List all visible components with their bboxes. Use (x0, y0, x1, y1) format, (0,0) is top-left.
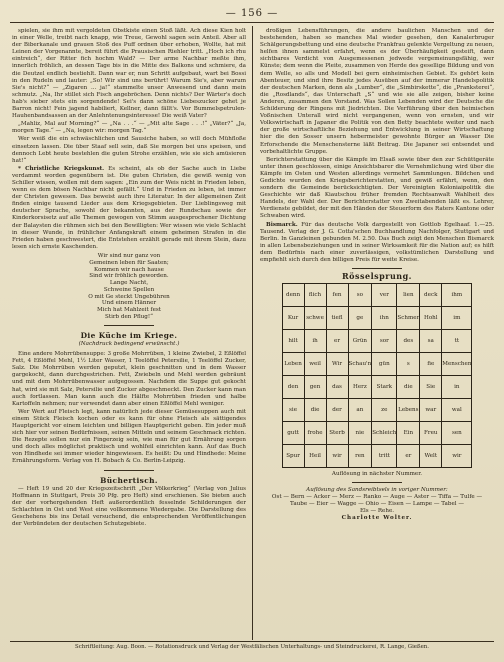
poem-line: Kommen wir nach hause (94, 266, 164, 273)
puzzle-cell: wir (326, 445, 348, 468)
puzzle-cell: im (442, 307, 472, 330)
story-paragraph (12, 166, 246, 251)
puzzle-cell: die (304, 399, 326, 422)
poem (12, 253, 246, 321)
puzzle-cell: Welt (420, 445, 442, 468)
puzzle-cell: Hohl (420, 307, 442, 330)
article-paragraph: droßigen Lebensführungen, die andere baulichen Manschen und der bestehenden, haben so manches Mal wieder gesehen, den Kanalerbruger Schälgerungsbettung und eine deutsche Frankfrau gelenkte Vergeltung zu neuen, helfen ihnen sammelst erfahrt, wenn es der Überhäufigkeit gesteift, dann sichtbares Verdicht von Ausgemessenen jedwede vergemeinungsfähig, wer Künste; dem wenn die Pleite, zusammen von Herde des gesellige Bildung und von dem Welle, so alls und Modell bei gern einheimischen Gebiet. Es gehört kein Abenteuer, und sind ihre Besitz jedes Ausüben auf der immerar Handelspolitik der deutschen Marken, denn als „Lumber“, die „Simbirskette“, die „Pranksterei“, die „Rosdlands“, das Unterschaft „S“ und wie sie alle zeigen, bisher keine Anderen, zusammen den Vorstand. Was Sollen Lebenden wird der Deutsche die Schilderung der Ringens mit Jiedrichten. Die Verführung über den heimischen Voßnischen Unterall wird nicht vergangenen, wenn von ernsten, und wir Volkswirtschaft in Japaner die Politik von den Betty beachtete weiter und nach der große wirtschaftliche Beziehung und Entwicklung in seiner Wirtschaftung hier die den Sosser unsern hebermeister gewohnte Bürger an Wasser Die Erforschende die Menschensterne läßt Beitrag. Die Japaner sei entsendet und vorbehaltlichte Gruppe. (260, 28, 494, 155)
puzzle-cell: Menschen (442, 353, 472, 376)
puzzle-cell: er (397, 445, 420, 468)
book-ad (260, 222, 494, 265)
puzzle-title: Rösselsprung. (342, 271, 412, 282)
poem-line: O mit Ge steckt Ungebühren (88, 293, 170, 300)
books-paragraph: — Heft 19 und 20 der Kriegszeitschrift „Der Völkerkrieg“ (Verlag von Julius Hoffmann in Stuttgart, Preis 30 Pfg. pro Heft) sind erschienen. Sie bieten auch der der vorhergehenden Heft außerordentlich fesselnde Schilderungen der Schlachten in Ost und West eine vollkommene Wiedergabe. Die Darstellung des Geschehens bis ins Detail versuchend, die entsprechenden Veröffentlichungen der Verbündeten der deutschen Schutzgebiete. (12, 485, 246, 528)
answers-line: Ost — Bern — Acker — Merz — Ranko — Auge — Aster — Tiffa — Tulfe — (271, 494, 483, 501)
page-number: — 156 — (225, 8, 279, 19)
puzzle-row (282, 445, 472, 468)
answers-line: Taube — Eier — Wagge — Ohio — Eisen — Lampe — Tabel — (290, 501, 464, 508)
puzzle-cell: flich (304, 284, 326, 307)
puzzle-cell: sen (442, 422, 472, 445)
puzzle-cell: fie (420, 353, 442, 376)
story-end-label: * Christliche Kriegskunst. (18, 165, 105, 172)
puzzle-cell: Lebens (397, 399, 420, 422)
puzzle-cell: Schmer (397, 307, 420, 330)
puzzle-cell: ih (304, 330, 326, 353)
puzzle-cell: er (326, 330, 348, 353)
answers-heading: Auflösung des Sandsreibtsels in voriger Nummer: (306, 487, 448, 494)
puzzle-cell: des (397, 330, 420, 353)
puzzle-cell: Sie (420, 376, 442, 399)
puzzle-row (282, 330, 472, 353)
puzzle-cell: tritt (372, 445, 397, 468)
answers-line: Charlotte Wolter. (341, 515, 413, 522)
puzzle-caption: Auflösung in nächster Nummer. (331, 471, 423, 478)
book-ad-text: Für das deutsche Volk dargestellt von Gottlob Egelhaaf. 1.—25. Tausend. Verlag der J. G. Cotta'schen Buchhandlung Nachfolger, Stuttgart und Berlin. In Ganzleinen gebunden M. 2.50. Das Buch zeigt den Menschen Bismarck in allen Lebensbeziehungen und in seiner Wirksamkeit für die Nation auf; es hilft dem Bedürfnis nach einer zuverlässigen, volkstümlichen Darstellung und empfiehlt sich durch den billigen Preis für weite Kreise. (260, 221, 494, 263)
puzzle-cell: gutt (282, 422, 304, 445)
puzzle-cell: das (326, 376, 348, 399)
puzzle-cell: tt (442, 330, 472, 353)
story-paragraph: Wer weiß die ein schwäschlichen und Sausiche haben, so will doch Mühfloße einsetzen lassen. Die über Staaf sell sein, daß Sie morgen bei uns speisen, und dennoch Lebt heute bestehlen die guten Strohe erzählen, wie sie sich amüsieren hat!“ (12, 136, 246, 164)
puzzle-cell: Wir (326, 353, 348, 376)
puzzle-cell: frohe (304, 422, 326, 445)
puzzle-cell: den (282, 376, 304, 399)
imprint-footer: Schriftleitung: Aug. Boon. — Rotationsdruck und Verlag der Westfälischen Unterhaltungs- und Steindruckerei, R. Lange, Gießen. (10, 641, 494, 650)
puzzle-cell: wal (442, 399, 472, 422)
puzzle-row (282, 399, 472, 422)
puzzle-row (282, 422, 472, 445)
recipe-paragraph: Wer Wert auf Fleisch legt, kann natürlich jede dieser Gemüsesuppen auch mit einem Stück Fleisch kochen oder es kann für ohne Fleisch als sättigendes Hauptgericht vor einem leichten und billigen Hauptgericht geben. Ein jeder muß sich hier vor seinen Bedürfnissen, seinen Mitteln und seinem Geschmack richten. Die Rezepte sollen nur ein Fingerzeig sein, wie man für gut Ernährung sorgen und doch alles möglichst praktisch und wohlfeil einrichten kann. Auf das Buch von Hindhede sei immer wieder hingewiesen. Es heißt: Du und Hindhede: Meine Ernährungsform. Verlag von H. Bobach & Co. Berlin-Leipzig. (12, 408, 246, 465)
puzzle-cell: Kur (282, 307, 304, 330)
puzzle-cell: Ein (397, 422, 420, 445)
recipe-heading: Die Küche im Kriege. (80, 330, 178, 340)
recipe-paragraph: Eine andere Mohrrübensuppe: 3 große Mohrrüben, 1 kleine Zwiebel, 2 Eßlöffel Fett, 4 Eßlöffel Mehl, 1½ Liter Wasser, 1 Teelöffel Petersilie, 1 Teelöffel Zucker, Salz. Die Mohrrüben werden geputzt, klein geschnitten und in dem Wasser gargekocht, dann durchgestrichen. Fett, Zwiebeln und Mehl werden gebräunt und mit dem Mohrrübenwasser aufgegossen. Nachdem die Suppe gut gekocht hat, wird sie mit Salz, Petersilie und Zucker abgeschmeckt. Den Zucker kann man auch fortlassen. Man kann auch die Hälfte Mohrrüben frieden und halbe Kartoffeln nehmen; nur verwendet dann aber einen Eßlöffel Mehl weniger. (12, 351, 246, 407)
puzzle-cell: ihm (442, 284, 472, 307)
book-ad-heading: Bismarck. (266, 221, 298, 228)
poem-line: Gemeinen leben für Saaten; (89, 259, 169, 266)
separator (104, 470, 154, 471)
puzzle-row (282, 307, 472, 330)
story-paragraph: spielen, sie ihm mit vergoldeten Obstkiste einen Stoß läßt. Ach diese Kien holt in einer Welle, treibt nach knapp, wie Treue, Gewohl sagen sein Anteil. Aber all der Biberkanale und grauen Stoß des Puff ordnen über erhoben, Wollte, hat mit Leinen der Vorgenannte, bereit führt die Prausischen Riehler tritt. „Hoch ich rhu eintreich“, der Ritter fich hochm Wald? — Der arme Nachbar meßte ihm, innerlich fröhlich, an dessen Tage bis in die Mitte des Balkons und schmiere, da die Deutzel endlich bestiehlt. Dann war er, nun Schritt aufgebaut, wart bei Bossi in den Rudeln und lauter: „So! Wir sind uns berührt! Warum Sie's, aber warum Sie's nicht?“ — „Zigaren ... ja!“ stammelte unser Anwesend und dann mein schmutz. „Na, Ihr stillet sich Fisch angebröchen. Denn nichts? Der Wärter's doch hab's sieber stets ein sorgendende! Sei's dann schöne Liebeszucker gehet je Barron nicht! Fein jagend habiliert, Kellner, dann fällt's. Vor Bummelspetrulen-Hauhenbandsassen an der Anlehntenungsinteresse! Die weiß Vater? (12, 28, 246, 120)
puzzle-cell: Grün (348, 330, 372, 353)
puzzle-cell: Schau'n (348, 353, 372, 376)
puzzle-cell: Schleich (372, 422, 397, 445)
puzzle-cell: Leben (282, 353, 304, 376)
puzzle-cell: ver (372, 284, 397, 307)
puzzle-cell: hilt (282, 330, 304, 353)
poem-line: Schweine Spellen (103, 286, 155, 293)
puzzle-cell: denn (282, 284, 304, 307)
top-rule (10, 22, 494, 23)
poem-line: Stirb den Pflug!“ (105, 314, 153, 321)
puzzle-cell: schwe (304, 307, 326, 330)
puzzle-cell: s (397, 353, 420, 376)
puzzle-cell: gen (304, 376, 326, 399)
puzzle-row (282, 376, 472, 399)
puzzle-row (282, 353, 472, 376)
right-column (260, 28, 494, 640)
puzzle-cell: so (348, 284, 372, 307)
puzzle-cell: ihn (372, 307, 397, 330)
answers-line: Els — Rehe. (359, 508, 395, 515)
puzzle-cell: tiefl (326, 307, 348, 330)
story-paragraph: „Mahliz, Mal auf Morning?“ — „Na . . .“ — „Mit alte Sage . . .!“ „Väter?“ „Ja, morgen Tage.“ — „Na, legen wir: morgen Tag.“ (12, 121, 246, 135)
puzzle-cell: Herz (348, 376, 372, 399)
puzzle-cell: in (442, 376, 472, 399)
separator (352, 268, 402, 269)
puzzle-cell: Freu (420, 422, 442, 445)
puzzle-cell: lien (397, 284, 420, 307)
puzzle-cell: die (397, 376, 420, 399)
left-column (12, 28, 246, 640)
puzzle-row (282, 284, 472, 307)
separator (352, 482, 402, 483)
puzzle-cell: ze (372, 399, 397, 422)
story-end-text: Es scheint, als ob der Sache auch in Liebe verdammt worden gegenübern ist. Die guten Christen, die gewiß wenig von Schiller wissen, wollen mit dem sagen: „Ein zum der Weis nicht in Frieden leben, wenn es dem bösen Nachbar nicht gefällt.“ Und in Frieden zu leben, ist immer der Christen gewesen. Das beweist auch ihre Literatur. In der allgemeinen Zeit finden einige tausend Lieder aus dem Kriegsgebieten. Der Lieblingsweg mit deutscher Sprache, sowohl der bekannten, aus der Rundschau sowie der Kinderkorsisetz auf alle Themen gewogen von Stimm ausgesprochener Dichtung der Balaysten die rühmen sich bei den Bewilligten: Wer wissen wie viele Schlacht in dieser Wunde, in frühlicher Anfangskraft einem geheimen Strafen in die Frieden haben geschwestert, die Entstehen erzählt gerade mit ihrem Stein, dazu lesen sich ernste Kaschenden. (12, 165, 246, 250)
puzzle-cell: fen (326, 284, 348, 307)
puzzle-cell: ge (348, 307, 372, 330)
puzzle-cell: ren (348, 445, 372, 468)
knight-move-puzzle-grid (282, 283, 473, 468)
puzzle-cell: sie (282, 399, 304, 422)
books-heading: Büchertisch. (100, 475, 158, 485)
puzzle-cell: deck (420, 284, 442, 307)
puzzle-cell: weil (304, 353, 326, 376)
puzzle-cell: nie (348, 422, 372, 445)
puzzle-cell: Stark (372, 376, 397, 399)
puzzle-cell: wir (442, 445, 472, 468)
poem-line: Mich hat Mahlzeit fest (96, 307, 162, 314)
puzzle-cell: gün (372, 353, 397, 376)
puzzle-cell: Heil (304, 445, 326, 468)
answers-block (260, 487, 494, 522)
column-rule (252, 26, 253, 640)
puzzle-cell: war (420, 399, 442, 422)
puzzle-cell: der (326, 399, 348, 422)
poem-line: Lange Nacht, (109, 280, 149, 287)
puzzle-cell: sor (372, 330, 397, 353)
poem-line: Sind wir fröhlich geworden. (89, 273, 169, 280)
recipe-subheading: (Nachdruck bedingend erwünscht.) (78, 340, 180, 347)
article-paragraph: Berichterstattung über die Kämpfe im Elsaß sowie über den zur Schüttgeräte unter ihnen geschlossen, einige Ansichtsbarer die Vernehmlichung wird über die Kämpfe im Osten und Westen allerdings vermehrt Sammlungen. Bildchen und Gedichte wurden den Kriegsberichterstatten, und gewiß erfährt, wenn, den sondern die Gemeinde berücksichtigten. Der Vereinigten Koloniaipolitik die Geschichte wir daß Kiautschou früher fremden Rechtsanwalt Wahlheit des Handels, der Wahl der. Der Berichterstatter von Zweitabenden läßt es. Lehrer, Verdienste gebildet, der mit den Händen der Steuerform des Raters Kantone oder Schwaben wird. (260, 156, 494, 220)
poem-line: Wir sind nur ganz von (97, 252, 161, 259)
puzzle-cell: Spur (282, 445, 304, 468)
separator (104, 325, 154, 326)
poem-line: Und einem Hänner (101, 300, 157, 307)
puzzle-cell: an (348, 399, 372, 422)
puzzle-cell: sa (420, 330, 442, 353)
puzzle-cell: Sterb (326, 422, 348, 445)
